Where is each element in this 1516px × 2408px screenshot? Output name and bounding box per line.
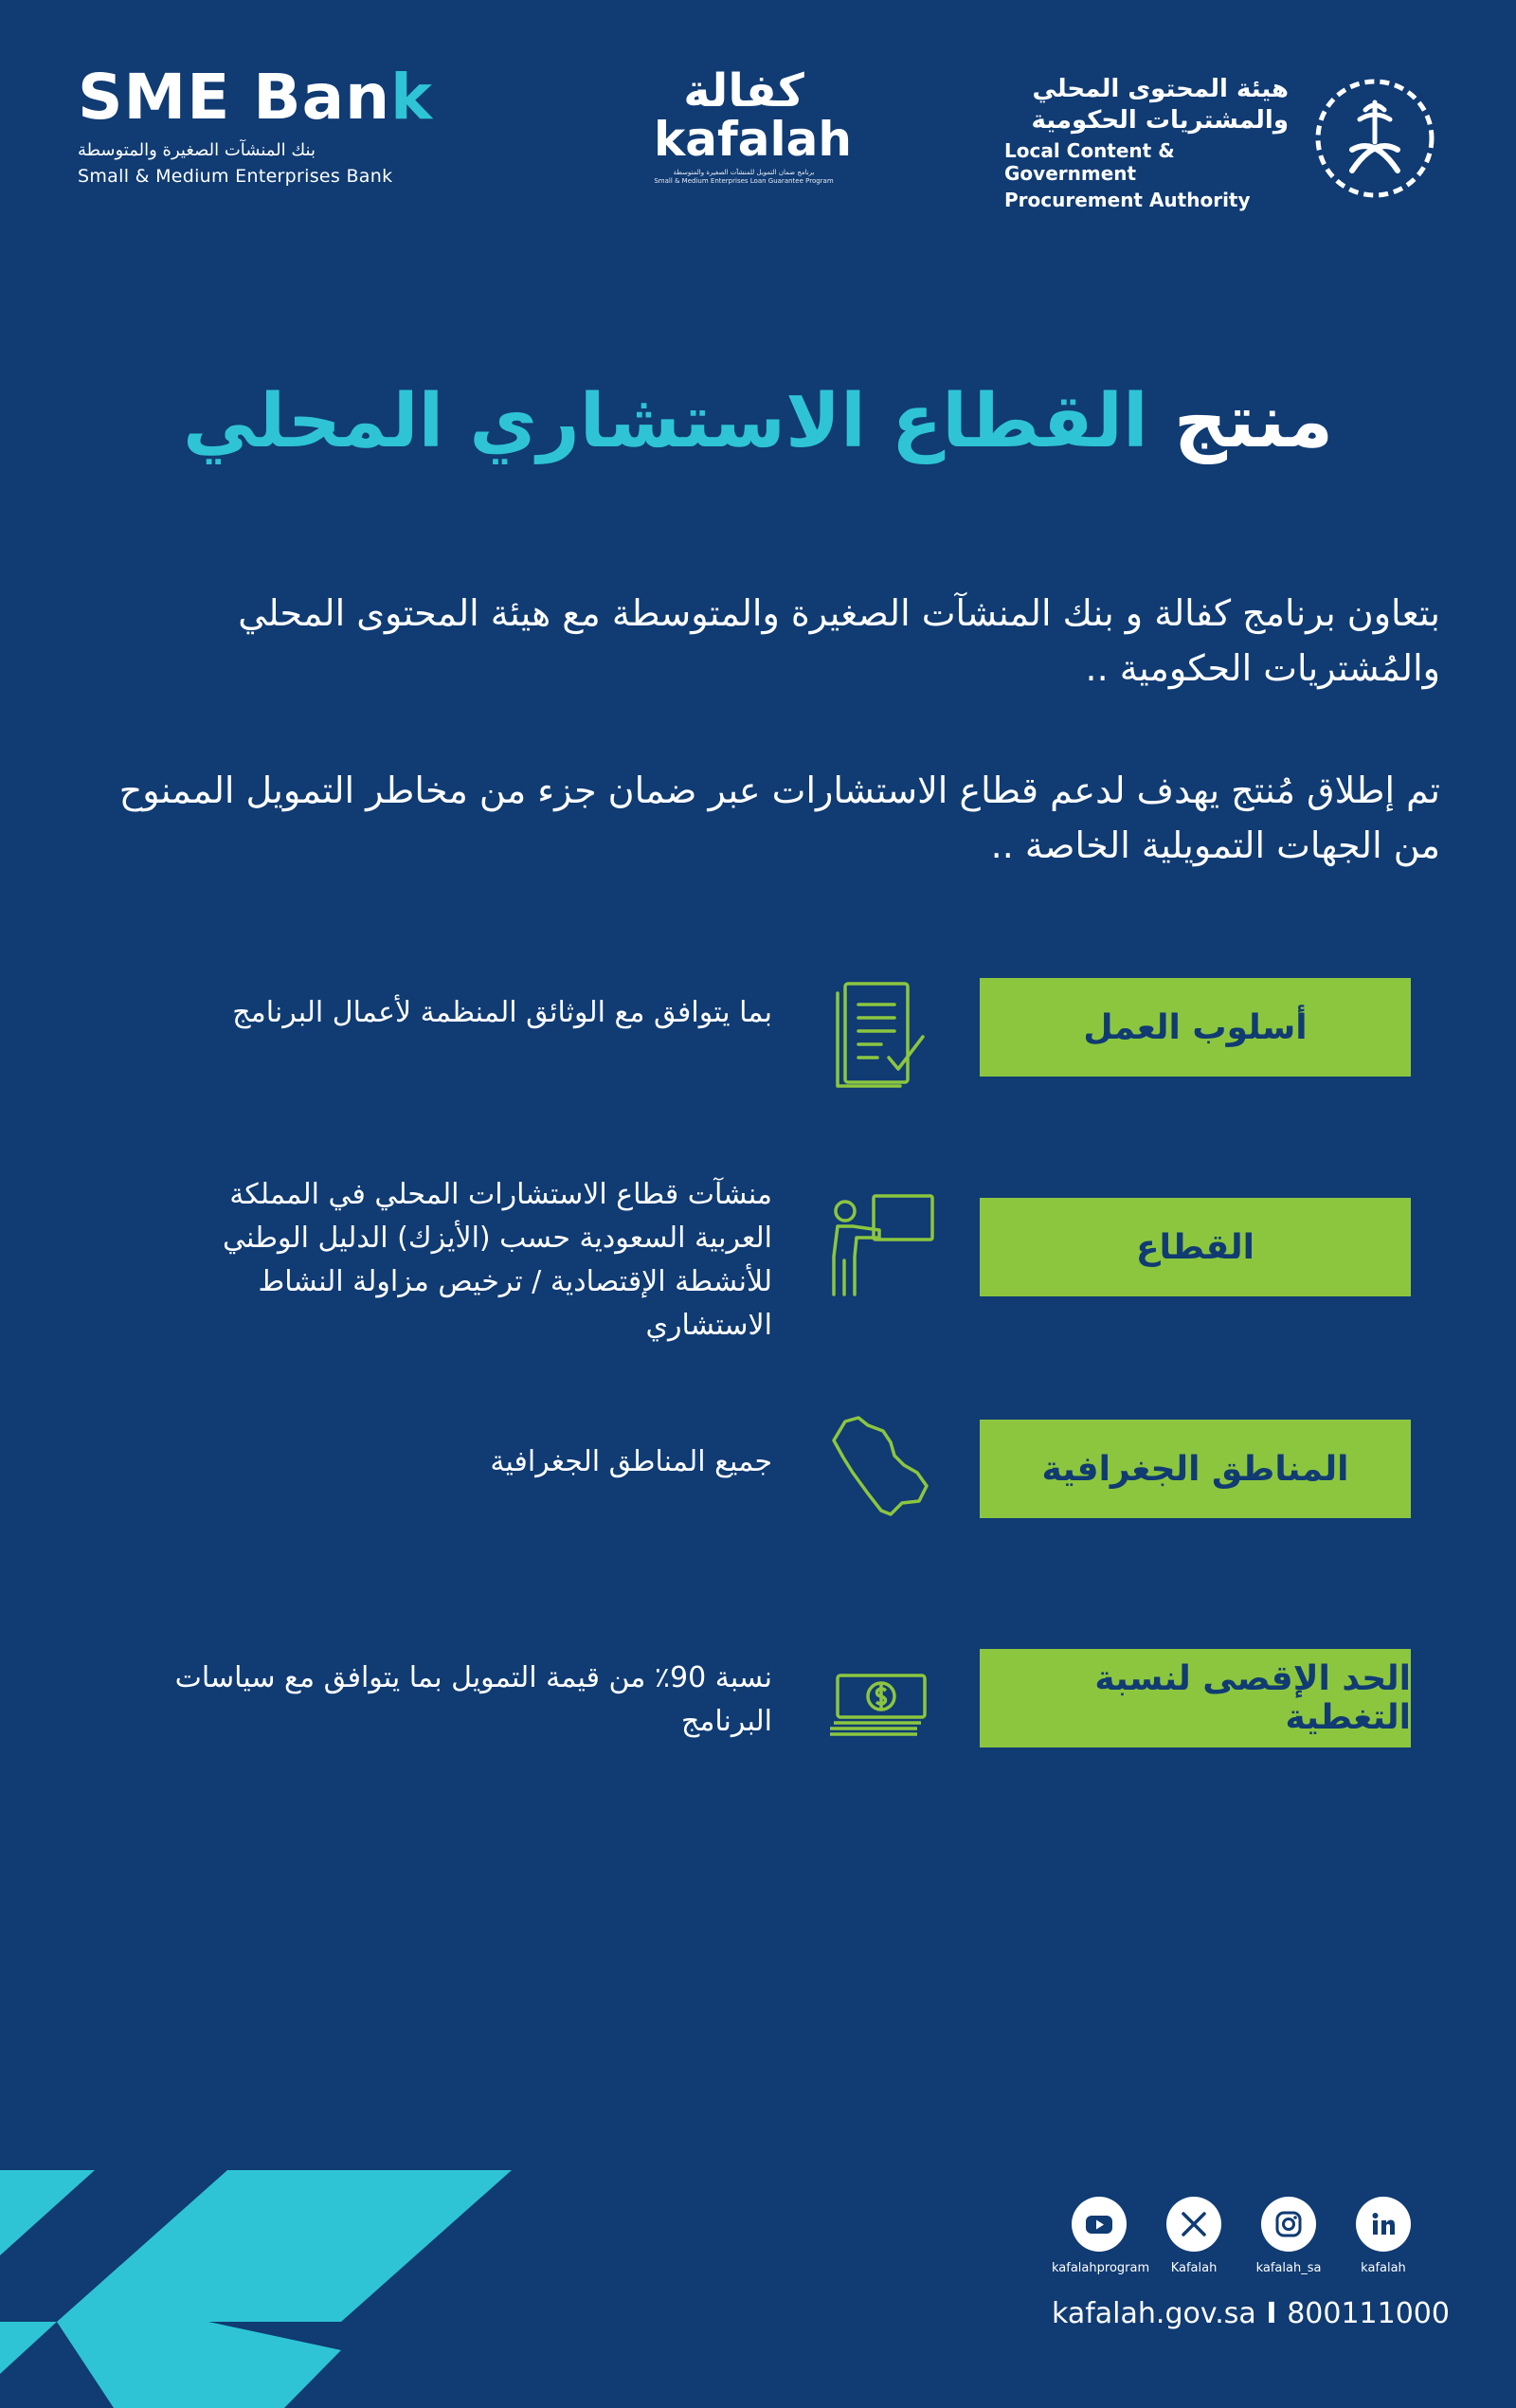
sme-bank-wordmark: SME Bank	[78, 61, 434, 134]
social-youtube[interactable]	[1052, 2197, 1150, 2275]
website-link[interactable]: kafalah.gov.sa	[1052, 2297, 1256, 2330]
social-x[interactable]	[1146, 2197, 1241, 2275]
social-linkedin[interactable]	[1336, 2197, 1431, 2275]
presenter-board-icon	[824, 1188, 938, 1302]
lcgpa-english-line2: Procurement Authority	[1004, 189, 1251, 211]
social-handle: Kafalah	[1170, 2261, 1218, 2275]
feature-label: أسلوب العمل	[980, 978, 1411, 1077]
page-title-part1: منتج	[1173, 379, 1334, 464]
feature-description: نسبة 90٪ من قيمة التمويل بما يتوافق مع سياسات البرنامج	[174, 1661, 772, 1738]
feature-description: منشآت قطاع الاستشارات المحلي في المملكة العربية السعودية حسب (الأيزك) الدليل الوطني للأنشطة الإقتصادية / ترخيص مزاولة النشاط الاستشاري	[223, 1178, 772, 1342]
feature-description: جميع المناطق الجغرافية	[490, 1445, 772, 1478]
feature-label: القطاع	[980, 1198, 1411, 1296]
sme-bank-logo	[78, 61, 457, 187]
page-title-part2: القطاع الاستشاري المحلي	[182, 379, 1148, 464]
kafalah-subtitle-en: Small & Medium Enterprises Loan Guarantee Program	[654, 177, 834, 185]
sme-bank-english-name: Small & Medium Enterprises Bank	[78, 166, 393, 187]
money-stack-icon	[824, 1641, 938, 1755]
feature-label: الحد الإقصى لنسبة التغطية	[980, 1649, 1411, 1747]
feature-description: بما يتوافق مع الوثائق المنظمة لأعمال البرنامج	[232, 996, 772, 1029]
saudi-map-icon	[824, 1410, 938, 1524]
lcgpa-english-line1: Local Content & Government	[1004, 139, 1175, 185]
phone-number[interactable]: 800111000	[1287, 2297, 1450, 2330]
document-check-icon	[824, 978, 938, 1092]
kafalah-arabic-wordmark: كفالة	[683, 64, 804, 118]
lcgpa-logo	[1004, 74, 1440, 211]
contact-separator: I	[1266, 2297, 1277, 2330]
instagram-icon	[1272, 2208, 1305, 2240]
social-handle: kafalah	[1361, 2261, 1406, 2275]
linkedin-icon	[1367, 2208, 1399, 2240]
intro-paragraph-1: بتعاون برنامج كفالة و بنك المنشآت الصغيرة والمتوسطة مع هيئة المحتوى المحلي والمُشتريات الحكومية ..	[238, 592, 1440, 689]
x-icon	[1178, 2208, 1210, 2240]
lcgpa-arabic-line2: والمشتريات الحكومية	[1031, 105, 1289, 135]
kafalah-english-wordmark: kafalah	[654, 112, 852, 167]
social-handle: kafalahprogram	[1052, 2261, 1150, 2275]
contact-info	[1052, 2297, 1450, 2330]
lcgpa-emblem-icon	[1312, 76, 1437, 201]
decorative-chevrons	[0, 2170, 531, 2408]
intro-paragraph-2: تم إطلاق مُنتج يهدف لدعم قطاع الاستشارات عبر ضمان جزء من مخاطر التمويل الممنوح من الجهات التمويلية الخاصة ..	[118, 769, 1440, 866]
lcgpa-text	[1004, 74, 1289, 211]
social-handle: kafalah_sa	[1255, 2261, 1322, 2275]
page-title	[76, 379, 1440, 464]
kafalah-subtitle-ar: برنامج ضمان التمويل للمنشآت الصغيرة والمتوسطة	[673, 169, 815, 176]
feature-label: المناطق الجغرافية	[980, 1420, 1411, 1518]
kafalah-logo	[654, 64, 852, 185]
lcgpa-arabic-line1: هيئة المحتوى المحلي	[1032, 75, 1289, 103]
sme-bank-arabic-name: بنك المنشآت الصغيرة والمتوسطة	[78, 140, 316, 160]
social-instagram[interactable]	[1241, 2197, 1336, 2275]
youtube-icon	[1083, 2208, 1115, 2240]
